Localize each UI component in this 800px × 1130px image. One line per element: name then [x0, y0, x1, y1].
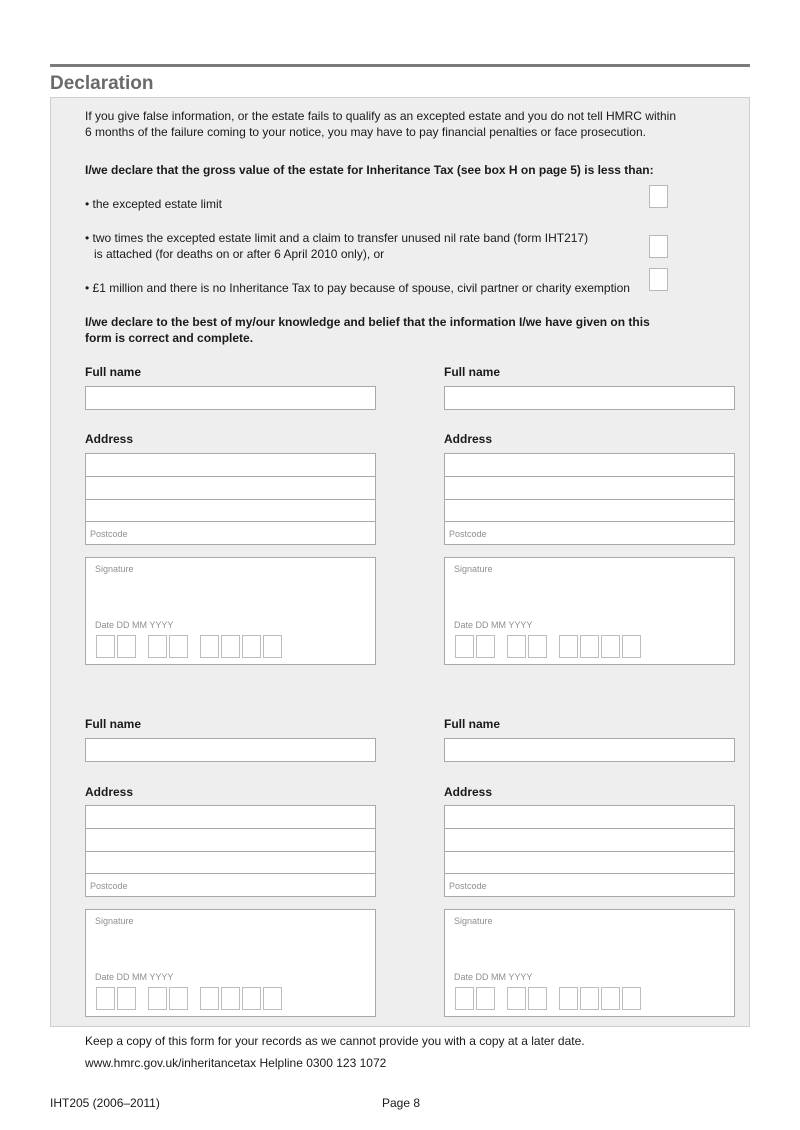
option-one-million-label: • £1 million and there is no Inheritance Tax to pay because of spouse, civil partner or charity exemption: [85, 281, 630, 295]
date-year-box[interactable]: [263, 635, 282, 658]
date-year-box[interactable]: [622, 987, 641, 1010]
date-year-box[interactable]: [601, 635, 620, 658]
option-excepted-limit-checkbox[interactable]: [649, 185, 668, 208]
date-month-box[interactable]: [507, 987, 526, 1010]
option-one-million-checkbox[interactable]: [649, 268, 668, 291]
keep-copy-note: Keep a copy of this form for your records as we cannot provide you with a copy at a later date.: [85, 1034, 585, 1048]
date-year-box[interactable]: [200, 987, 219, 1010]
date-label: Date DD MM YYYY: [95, 972, 174, 982]
form-id: IHT205 (2006–2011): [50, 1096, 160, 1110]
date-month-box[interactable]: [169, 635, 188, 658]
address-label: Address: [85, 785, 134, 799]
address-input-3[interactable]: [85, 805, 376, 897]
date-day-box[interactable]: [117, 635, 136, 658]
full-name-label: Full name: [444, 717, 501, 731]
website-helpline: www.hmrc.gov.uk/inheritancetax Helpline 0300 123 1072: [85, 1056, 387, 1070]
option-two-times-checkbox[interactable]: [649, 235, 668, 258]
knowledge-declaration-line-1: I/we declare to the best of my/our knowledge and belief that the information I/we have given on this: [85, 315, 650, 329]
postcode-label: Postcode: [90, 881, 128, 891]
signature-box-1[interactable]: [85, 557, 376, 665]
gross-value-declaration: I/we declare that the gross value of the estate for Inheritance Tax (see box H on page 5) is less than:: [85, 163, 654, 177]
top-rule: [50, 64, 750, 67]
date-month-box[interactable]: [148, 635, 167, 658]
signature-label: Signature: [454, 564, 493, 574]
date-year-box[interactable]: [559, 635, 578, 658]
date-day-box[interactable]: [96, 987, 115, 1010]
full-name-input-1[interactable]: [85, 386, 376, 410]
address-label: Address: [444, 432, 493, 446]
full-name-label: Full name: [85, 717, 142, 731]
date-year-box[interactable]: [622, 635, 641, 658]
page-title: Declaration: [50, 73, 154, 94]
date-day-box[interactable]: [455, 987, 474, 1010]
date-month-box[interactable]: [528, 635, 547, 658]
date-year-box[interactable]: [580, 635, 599, 658]
date-label: Date DD MM YYYY: [95, 620, 174, 630]
date-month-box[interactable]: [507, 635, 526, 658]
option-excepted-limit-label: • the excepted estate limit: [85, 197, 222, 211]
date-year-box[interactable]: [200, 635, 219, 658]
signature-box-3[interactable]: [85, 909, 376, 1017]
address-label: Address: [85, 432, 134, 446]
address-label: Address: [444, 785, 493, 799]
full-name-input-3[interactable]: [85, 738, 376, 762]
option-two-times-label: • two times the excepted estate limit and a claim to transfer unused nil rate band (form IHT217): [85, 231, 589, 245]
full-name-label: Full name: [444, 365, 501, 379]
full-name-label: Full name: [85, 365, 142, 379]
signature-label: Signature: [454, 916, 493, 926]
date-month-box[interactable]: [528, 987, 547, 1010]
signature-box-4[interactable]: [444, 909, 735, 1017]
date-year-box[interactable]: [221, 987, 240, 1010]
date-day-box[interactable]: [476, 987, 495, 1010]
address-input-4[interactable]: [444, 805, 735, 897]
date-year-box[interactable]: [242, 987, 261, 1010]
knowledge-declaration-line-2: form is correct and complete.: [85, 331, 254, 345]
date-day-box[interactable]: [455, 635, 474, 658]
address-input-2[interactable]: [444, 453, 735, 545]
postcode-label: Postcode: [90, 529, 128, 539]
date-year-box[interactable]: [559, 987, 578, 1010]
date-year-box[interactable]: [263, 987, 282, 1010]
date-day-box[interactable]: [476, 635, 495, 658]
date-label: Date DD MM YYYY: [454, 972, 533, 982]
intro-line-1: If you give false information, or the estate fails to qualify as an excepted estate and you do not tell HMRC within: [85, 109, 676, 123]
address-input-1[interactable]: [85, 453, 376, 545]
signature-label: Signature: [95, 916, 134, 926]
page-number: Page 8: [382, 1096, 421, 1110]
full-name-input-2[interactable]: [444, 386, 735, 410]
date-month-box[interactable]: [148, 987, 167, 1010]
date-label: Date DD MM YYYY: [454, 620, 533, 630]
postcode-label: Postcode: [449, 881, 487, 891]
signature-label: Signature: [95, 564, 134, 574]
option-two-times-label-cont: is attached (for deaths on or after 6 April 2010 only), or: [94, 247, 385, 261]
date-day-box[interactable]: [117, 987, 136, 1010]
date-day-box[interactable]: [96, 635, 115, 658]
date-year-box[interactable]: [242, 635, 261, 658]
signature-box-2[interactable]: [444, 557, 735, 665]
date-year-box[interactable]: [601, 987, 620, 1010]
date-year-box[interactable]: [221, 635, 240, 658]
full-name-input-4[interactable]: [444, 738, 735, 762]
date-month-box[interactable]: [169, 987, 188, 1010]
postcode-label: Postcode: [449, 529, 487, 539]
date-year-box[interactable]: [580, 987, 599, 1010]
intro-line-2: 6 months of the failure coming to your notice, you may have to pay financial penalties or face prosecution.: [85, 125, 646, 139]
